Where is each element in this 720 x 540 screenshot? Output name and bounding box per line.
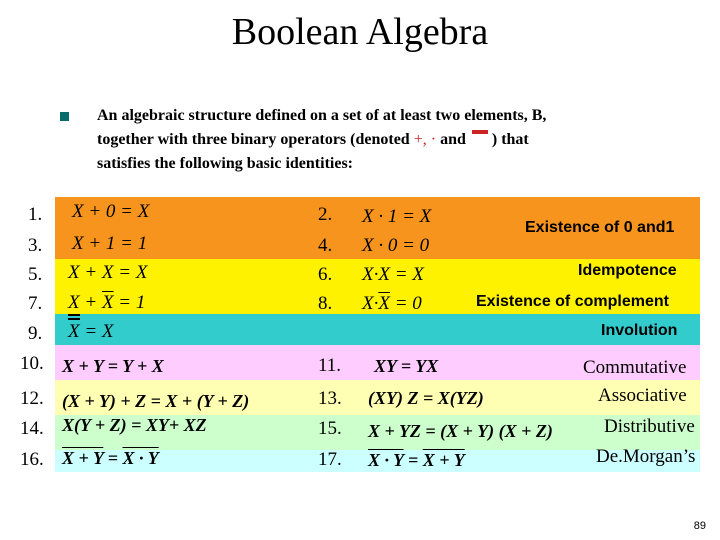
slide-title: Boolean Algebra [231,11,489,53]
identity-number: 3. [28,235,43,256]
identity-number: 9. [28,323,43,344]
identity-label: Existence of complement [476,293,669,310]
identity-equation: (XY) Z = X(YZ) [368,388,484,408]
identity-label: Commutative [583,357,687,378]
identity-number: 13. [318,388,342,409]
identity-equation: X·X = X [362,264,424,285]
identity-equation: X + 1 = 1 [72,233,148,254]
bullet-marker [60,112,69,121]
identity-equation: X · 0 = 0 [362,235,430,256]
identity-number: 15. [318,418,342,439]
identity-equation: X + Y = X · Y [62,448,159,468]
identity-number: 12. [20,388,44,409]
intro-line-3: satisfies the following basic identities: [97,155,353,172]
identity-label: De.Morgan’s [596,446,696,467]
identity-number: 6. [318,264,333,285]
identity-equation: X + 0 = X [72,201,150,222]
identity-number: 17. [318,449,342,470]
identity-number: 16. [20,449,44,470]
identity-equation: X = X [68,321,114,342]
identity-number: 4. [318,235,333,256]
identity-number: 14. [20,418,44,439]
identity-number: 2. [318,204,333,225]
identity-number: 8. [318,293,333,314]
identity-number: 11. [318,355,342,376]
operators: +, · [413,131,437,148]
identity-number: 10. [20,353,44,374]
intro-line-2: together with three binary operators (denoted +, · and ) that [97,131,529,148]
identity-label: Involution [601,322,678,339]
identity-number: 1. [28,204,43,225]
identity-label: Idempotence [578,262,677,279]
identity-label: Distributive [604,416,695,437]
identity-equation: (X + Y) + Z = X + (Y + Z) [62,391,250,411]
identity-equation: $X + \overline{X} = 1$ [68,292,146,313]
identity-equation: X · Y = X + Y [368,450,465,470]
identity-label: Existence of 0 and1 [525,219,675,236]
intro-text [97,104,697,176]
complement-var: $\overline{X}$ [101,292,114,313]
identity-equation: X · 1 = X [362,206,432,227]
identity-number: 7. [28,293,43,314]
complement-var: $\overline{X}$ [378,293,390,314]
identity-equation: X + YZ = (X + Y) (X + Z) [368,421,553,441]
identity-equation: XY = YX [374,356,439,376]
page-number: 89 [693,520,706,532]
identity-equation: X + X = X [68,262,148,283]
identity-equation: X + Y = Y + X [62,356,164,376]
identity-label: Associative [598,385,687,406]
identity-equation: X(Y + Z) = XY+ XZ [62,415,207,435]
identity-equation: $X\cdot\overline{X} = 0$ [362,293,422,314]
identity-number: 5. [28,264,43,285]
intro-line-1: An algebraic structure defined on a set of at least two elements, B, [97,107,547,124]
double-complement-var: X [68,321,80,342]
